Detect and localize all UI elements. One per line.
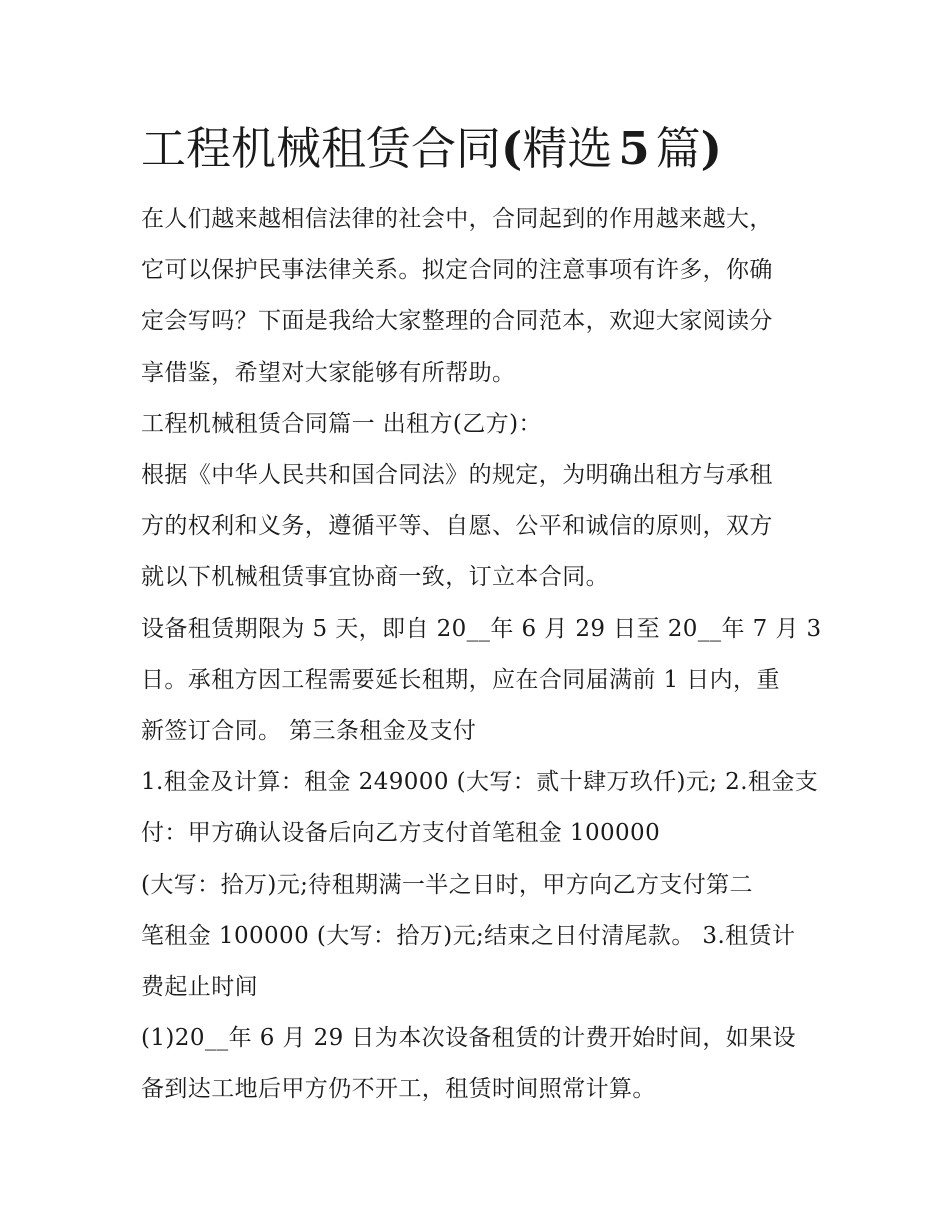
body-line: 费起止时间 <box>141 974 258 1001</box>
document-page <box>141 118 822 1116</box>
section-heading: 工程机械租赁合同篇一 出租方(乙方)： <box>141 410 542 437</box>
body-line: 1.租金及计算：租金 249000 (大写：贰十肆万玖仟)元; 2.租金支 <box>141 769 819 796</box>
body-line: (1)20__年 6 月 29 日为本次设备租赁的计费开始时间，如果设 <box>141 1025 796 1052</box>
title-paren-open: ( <box>501 122 523 175</box>
body-line: 笔租金 100000 (大写：拾万)元;结束之日付清尾款。 3.租赁计 <box>141 922 796 949</box>
title-middle: 精选 <box>522 122 613 175</box>
body-line: 根据《中华人民共和国合同法》的规定，为明确出租方与承租 <box>141 462 773 489</box>
body-line: 它可以保护民事法律关系。拟定合同的注意事项有许多，你确 <box>141 257 773 284</box>
body-line: 日。承租方因工程需要延长租期，应在合同届满前 1 日内，重 <box>141 666 780 693</box>
body-line: 在人们越来越相信法律的社会中，合同起到的作用越来越大， <box>141 206 773 232</box>
body-line: 定会写吗？下面是我给大家整理的合同范本，欢迎大家阅读分 <box>141 308 773 335</box>
body-line: 付：甲方确认设备后向乙方支付首笔租金 100000 <box>141 820 661 847</box>
title-paren-close: ) <box>700 122 722 175</box>
title-main: 工程机械租赁合同 <box>141 122 502 175</box>
body-line: 就以下机械租赁事宜协商一致，订立本合同。 <box>141 564 609 591</box>
title-number: 5 <box>618 122 650 175</box>
document-title <box>141 118 813 180</box>
body-line: 享借鉴，希望对大家能够有所帮助。 <box>141 359 516 386</box>
body-line: 新签订合同。 第三条租金及支付 <box>141 718 477 745</box>
body-line: 备到达工地后甲方仍不开工，租赁时间照常计算。 <box>141 1076 656 1103</box>
body-line: 方的权利和义务，遵循平等、自愿、公平和诚信的原则，双方 <box>141 513 773 540</box>
body-line: 设备租赁期限为 5 天，即自 20__年 6 月 29 日至 20__年 7 月 3 <box>141 615 822 642</box>
title-end: 篇 <box>655 122 701 175</box>
body-line: (大写：拾万)元;待租期满一半之日时，甲方向乙方支付第二 <box>141 871 753 898</box>
